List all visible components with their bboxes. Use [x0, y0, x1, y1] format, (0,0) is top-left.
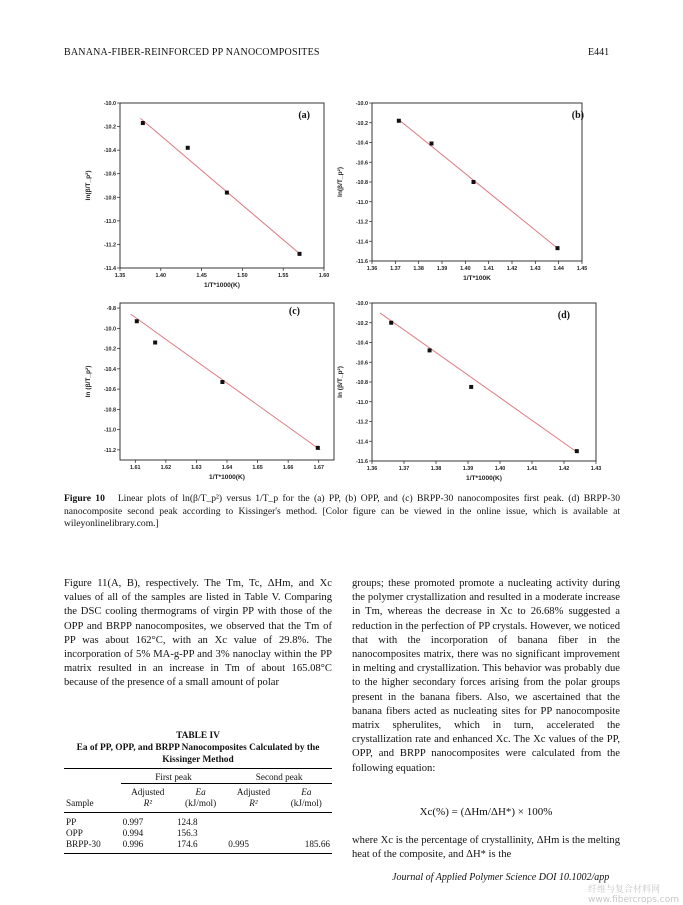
chart-d-svg	[338, 292, 620, 502]
chart-a-svg	[78, 92, 346, 292]
y-tick-label: -11.2	[356, 419, 368, 426]
y-tick-label: -10.8	[103, 407, 116, 414]
y-tick-label: -10.6	[103, 387, 116, 394]
table-cell	[281, 813, 332, 829]
x-tick-label: 1.65	[252, 465, 263, 471]
x-tick-label: 1.41	[483, 266, 494, 272]
x-tick-label: 1.50	[237, 273, 248, 279]
y-tick-label: -10.4	[103, 366, 116, 373]
x-tick-label: 1.36	[366, 466, 378, 472]
data-point	[298, 252, 302, 256]
fit-line	[380, 313, 578, 453]
panel-label: (a)	[298, 110, 310, 121]
col-top-3: Adjusted	[236, 787, 271, 797]
data-point	[389, 321, 393, 325]
x-tick-label: 1.40	[494, 466, 506, 472]
y-tick-label: -10.8	[103, 195, 116, 202]
y-tick-label: -10.0	[103, 326, 116, 333]
x-tick-label: 1.64	[221, 465, 233, 471]
x-tick-label: 1.36	[366, 266, 378, 272]
data-point	[225, 191, 229, 195]
after-equation-text: where Xc is the percentage of crystallinity, ΔHm is the melting heat of the composite, and ΔH* is the	[352, 835, 620, 861]
x-tick-label: 1.60	[318, 273, 330, 279]
x-tick-label: 1.40	[155, 273, 167, 279]
y-tick-label: -11.4	[356, 439, 368, 446]
data-point	[472, 180, 476, 184]
figure-label: Figure 10	[64, 493, 105, 504]
group-header-first-peak: First peak	[121, 769, 227, 784]
data-point	[186, 146, 190, 150]
x-tick-label: 1.37	[390, 266, 401, 272]
table-cell: 0.997	[122, 817, 144, 827]
x-tick-label: 1.44	[553, 266, 564, 272]
y-tick-label: -10.2	[103, 346, 116, 353]
x-tick-label: 1.38	[430, 466, 442, 472]
x-tick-label: 1.55	[277, 273, 289, 279]
crystallinity-equation: Xc(%) = (ΔHm/ΔH*) × 100%	[419, 806, 553, 818]
body-right-column: groups; these promoted promote a nucleating activity during the polymer crystallization and resulted in a moderate increase in Tm, whereas the decrease in Xc to 26.68% suggested a reduction in the perfection of PP crystals. However, we noticed that with the incorporation of banana fiber in the nanocomposites matrix, there was no significant improvement in melting and crystallization. This behavior was probably due to the higher secondary forces arising from the polar groups present in the banana fibers. Also, we ascertained that the banana fibers acted as nucleating sites for PP nanocomposite matrix spherulites, which in turn, accelerated the crystallization rate and enhanced Xc. The Xc values of the PP, OPP, and BRPP nanocomposites were calculated from the following equation:	[352, 578, 620, 774]
x-tick-label: 1.62	[160, 465, 172, 471]
chart-panel-c	[78, 292, 346, 502]
y-tick-label: -10.4	[355, 340, 368, 347]
x-tick-label: 1.45	[576, 266, 588, 272]
page-number: E441	[588, 47, 610, 58]
running-header-title: BANANA-FIBER-REINFORCED PP NANOCOMPOSITES	[64, 47, 320, 58]
y-tick-label: -10.0	[103, 101, 116, 107]
data-point	[556, 246, 560, 250]
table-cell: 124.8	[176, 817, 198, 827]
y-tick-label: -11.6	[356, 459, 368, 465]
body-left-column: Figure 11(A, B), respectively. The Tm, Tc, ΔHm, and Xc values of all of the samples are listed in Table V. Comparing the DSC cooling thermograms of virgin PP with those of the OPP and BRPP nanocomposites, we observed that the Tm of PP was about 162°C, with an Xc value of 29.8%. The incorporation of 5% MA-g-PP and 3% nanoclay within the PP matrix resulted in an increase in Tm of about 165.08°C because of the presence of a small amount of polar	[64, 578, 332, 689]
y-tick-label: -9.8	[106, 306, 116, 313]
col-header-r2-second: R²	[249, 798, 258, 808]
y-tick-label: -11.2	[104, 447, 116, 454]
y-tick-label: -10.6	[355, 360, 368, 367]
y-tick-label: -11.0	[104, 427, 116, 434]
y-axis-label: ln (β/T_p²)	[337, 366, 344, 398]
table-cell: BRPP-30	[66, 839, 101, 849]
fit-line	[131, 314, 321, 450]
y-tick-label: -10.8	[355, 180, 368, 186]
y-tick-label: -10.8	[355, 380, 368, 386]
data-point	[316, 446, 320, 450]
y-tick-label: -11.0	[356, 399, 368, 406]
x-tick-label: 1.42	[506, 266, 518, 272]
table-cell: 0.996	[122, 839, 144, 849]
chart-panel-a	[78, 92, 346, 292]
data-point	[153, 341, 157, 345]
x-tick-label: 1.38	[413, 266, 424, 272]
table-title: Ea of PP, OPP, and BRPP Nanocomposites Calculated by the Kissinger Method	[76, 743, 320, 765]
figure-caption-text: Linear plots of ln(β/T_p²) versus 1/T_p for the (a) PP, (b) OPP, and (c) BRPP-30 nanocomposites first peak. (d) BRPP-30 nanocomposite second peak according to Kissinger's method. [Color figure can be viewed in the online issue, which is available at wileyonlinelibrary.com.]	[64, 493, 621, 530]
y-tick-label: -11.4	[104, 266, 116, 272]
y-tick-label: -10.0	[355, 101, 368, 107]
table-row	[64, 813, 332, 829]
x-tick-label: 1.63	[191, 465, 202, 471]
y-tick-label: -10.6	[355, 160, 368, 167]
table-cell: PP	[66, 817, 77, 827]
table-cell: 174.6	[176, 839, 198, 849]
y-tick-label: -10.6	[103, 171, 116, 178]
x-tick-label: 1.39	[436, 266, 448, 272]
journal-footer: Journal of Applied Polymer Science DOI 10.1002/app	[392, 872, 610, 883]
figure-caption	[64, 493, 620, 531]
y-tick-label: -10.4	[355, 140, 368, 147]
data-point	[397, 119, 401, 123]
table-cell: 0.995	[228, 839, 249, 849]
col-header-ea-first: (kJ/mol)	[185, 798, 217, 808]
chart-b-svg	[338, 92, 620, 292]
y-axis-label: ln(β/T_p²)	[337, 166, 344, 198]
y-tick-label: -11.2	[356, 219, 368, 226]
chart-panel-b	[338, 92, 620, 292]
table-cell: 156.3	[176, 828, 198, 838]
panel-label: (b)	[571, 110, 584, 121]
data-point	[575, 449, 579, 453]
data-point	[141, 121, 145, 125]
y-tick-label: -10.4	[103, 148, 116, 155]
col-header-ea-second: (kJ/mol)	[290, 798, 322, 808]
table-cell: 185.66	[304, 839, 330, 849]
x-tick-label: 1.41	[526, 466, 538, 472]
ea-table	[64, 768, 332, 854]
x-axis-label: 1/T*1000(K)	[204, 282, 240, 289]
y-tick-label: -11.2	[104, 242, 116, 249]
y-axis-label: ln (β/T_p²)	[85, 365, 92, 398]
chart-c-svg	[78, 292, 346, 502]
table-cell	[281, 828, 332, 839]
x-axis-label: 1/T*1000(K)	[209, 474, 245, 481]
x-tick-label: 1.37	[398, 466, 410, 472]
data-point	[430, 141, 434, 145]
data-point	[469, 385, 473, 389]
panel-label: (c)	[288, 306, 300, 317]
table-row	[64, 839, 332, 854]
x-axis-label: 1/T*1000(K)	[466, 475, 502, 482]
plot-frame	[372, 103, 582, 261]
table-heading	[64, 730, 332, 766]
panel-label: (d)	[557, 310, 570, 321]
y-axis-label: ln(β/T_p²)	[85, 170, 92, 201]
col-top-2: Ea	[195, 787, 206, 797]
table-cell: 0.994	[122, 828, 144, 838]
fit-line	[140, 118, 301, 255]
x-tick-label: 1.61	[130, 465, 141, 471]
y-tick-label: -10.0	[355, 301, 368, 307]
table-label: TABLE IV	[176, 731, 220, 741]
x-tick-label: 1.39	[462, 466, 474, 472]
x-tick-label: 1.66	[282, 465, 294, 471]
y-tick-label: -11.0	[104, 218, 116, 225]
data-point	[135, 319, 139, 323]
group-header-second-peak: Second peak	[226, 769, 332, 784]
x-tick-label: 1.42	[558, 466, 570, 472]
x-tick-label: 1.43	[530, 266, 541, 272]
data-point	[428, 348, 432, 352]
y-tick-label: -11.4	[356, 239, 368, 246]
watermark: 纤维与复合材料网 www.fibercrops.com	[588, 885, 679, 905]
y-tick-label: -10.2	[355, 320, 368, 327]
x-tick-label: 1.35	[114, 273, 126, 279]
y-tick-label: -10.2	[103, 124, 116, 131]
data-point	[220, 380, 224, 384]
col-top-1: Adjusted	[131, 787, 165, 797]
y-tick-label: -10.2	[355, 120, 368, 127]
x-tick-label: 1.40	[460, 266, 471, 272]
col-top-0	[64, 784, 121, 799]
x-tick-label: 1.67	[313, 465, 324, 471]
table-cell	[226, 828, 280, 839]
plot-frame	[372, 303, 596, 461]
col-header-sample: Sample	[66, 798, 94, 808]
chart-panel-d	[338, 292, 620, 502]
col-top-4: Ea	[301, 787, 312, 797]
x-axis-label: 1/T*100K	[463, 275, 491, 282]
y-tick-label: -11.0	[356, 199, 368, 206]
fit-line	[398, 119, 559, 249]
col-header-r2-first: R²	[143, 798, 152, 808]
plot-frame	[120, 103, 324, 268]
table-row	[64, 828, 332, 839]
y-tick-label: -11.6	[356, 259, 368, 265]
table-cell: OPP	[66, 828, 83, 838]
x-tick-label: 1.43	[590, 466, 602, 472]
table-cell	[226, 813, 280, 829]
x-tick-label: 1.45	[196, 273, 207, 279]
